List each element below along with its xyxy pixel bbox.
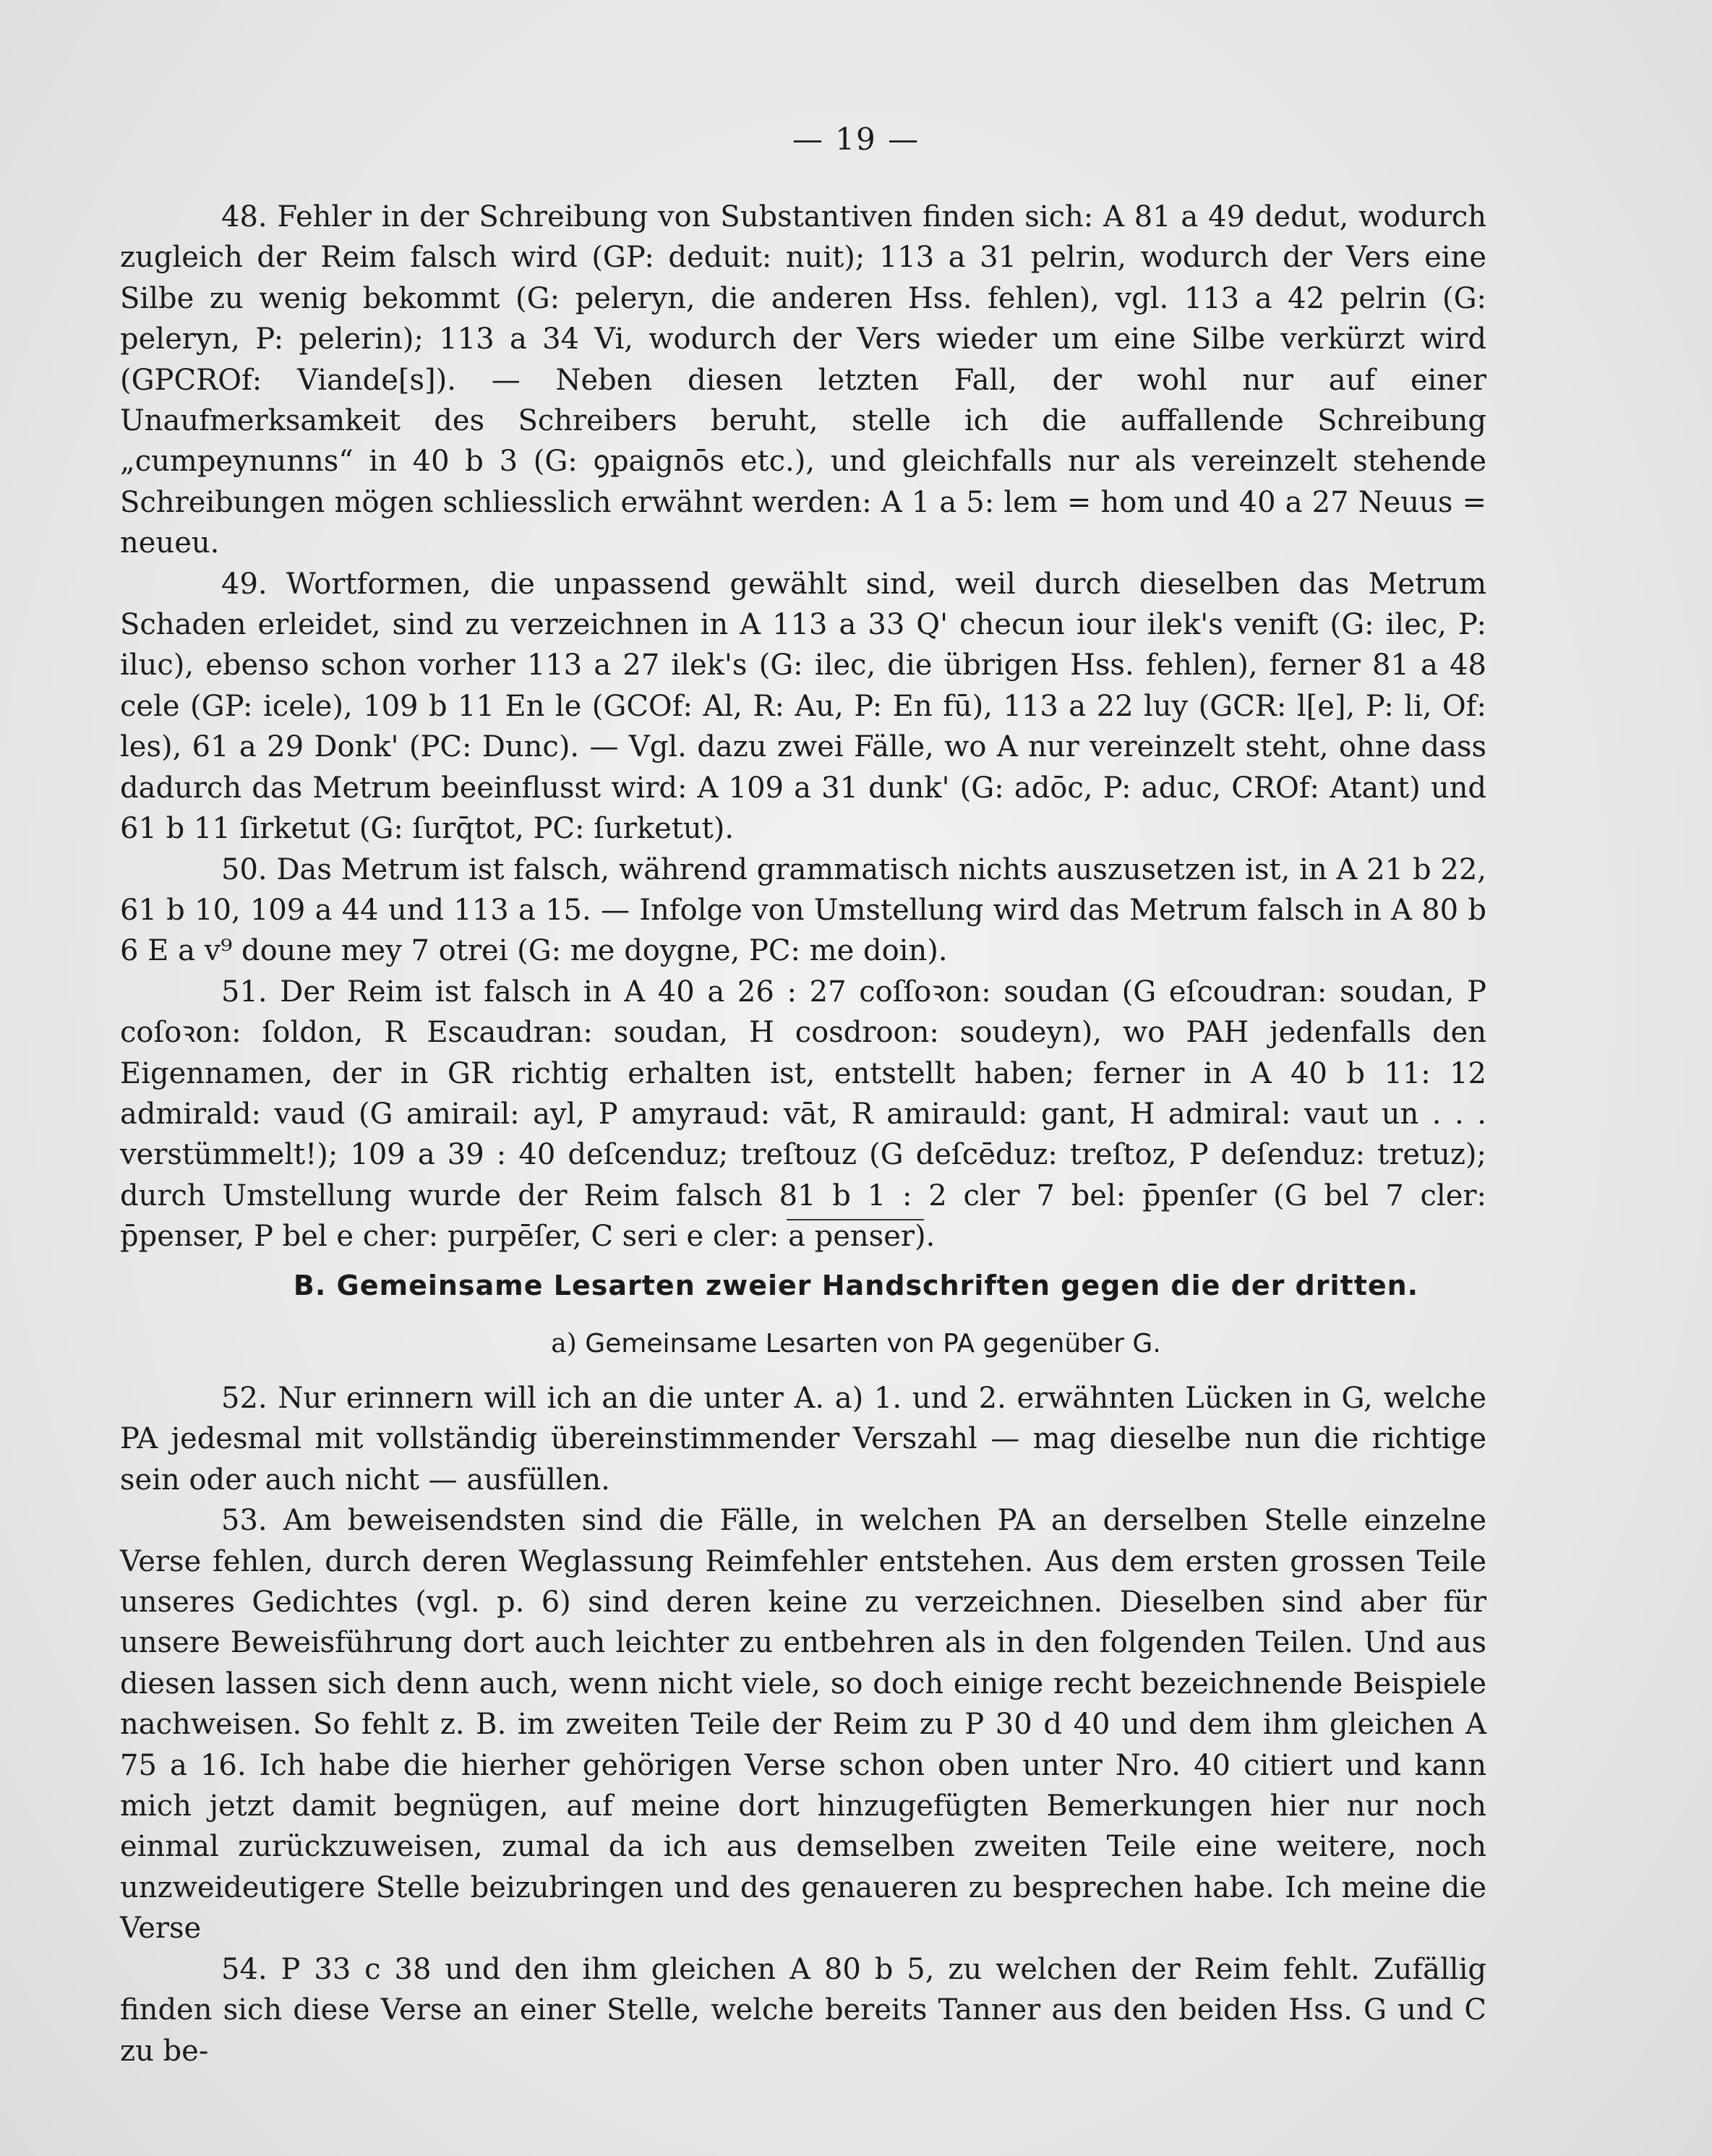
paragraph-51: 51. Der Reim ist falsch in A 40 a 26 : 27 coſſoꝛon: soudan (G eſcoudran: soudan, P coſoꝛon: ſoldon, R Escaudran: soudan, H cosdroon: soudeyn), wo PAH jedenfalls den Eigennamen, der in GR richtig erhalten ist, entstellt haben; ferner in A 40 b 11: 12 admirald: vaud (G amirail: ayl, P amyraud: vāt, R amirauld: gant, H admiral: vaut un . . . verstümmelt!); 109 a 39 : 40 deſcenduz; treſtouz (G deſcēduz: treſtoz, P deſenduz: tretuz); durch Umstellung wurde der Reim falsch 81 b 1 : 2 cler 7 bel: p̄penſer (G bel 7 cler: p̄penser, P bel e cher: purpēſer, C seri e cler: a penser). [120,975,1486,1254]
paragraph-48: 48. Fehler in der Schreibung von Substantiven finden sich: A 81 a 49 dedut, wodurch zugleich der Reim falsch wird (GP: deduit: nuit); 113 a 31 pelrin, wodurch der Vers eine Silbe zu wenig bekommt (G: peleryn, die anderen Hss. fehlen), vgl. 113 a 42 pelrin (G: peleryn, P: pelerin); 113 a 34 Vi, wodurch der Vers wieder um eine Silbe verkürzt wird (GPCROf: Viande[s]). — Neben diesen letzten Fall, der wohl nur auf einer Unaufmerksamkeit des Schreibers beruht, stelle ich die auffallende Schreibung „cumpeynunns“ in 40 b 3 (G: ꝯpaignōs etc.), und gleichfalls nur als vereinzelt stehende Schreibungen mögen schliesslich erwähnt werden: A 1 a 5: lem = hom und 40 a 27 Neuus = neueu. [120,200,1486,560]
paragraph-49: 49. Wortformen, die unpassend gewählt sind, weil durch dieselben das Metrum Schaden erleidet, sind zu verzeichnen in A 113 a 33 Q' checun iour ilek's venift (G: ilec, P: iluc), ebenso schon vorher 113 a 27 ilek's (G: ilec, die übrigen Hss. fehlen), ferner 81 a 48 cele (GP: icele), 109 b 11 En le (GCOf: Al, R: Au, P: En fū), 113 a 22 luy (GCR: l[e], P: li, Of: les), 61 a 29 Donk' (PC: Dunc). — Vgl. dazu zwei Fälle, wo A nur vereinzelt steht, ohne dass dadurch das Metrum beeinflusst wird: A 109 a 31 dunk' (G: adōc, P: aduc, CROf: Atant) und 61 b 11 ſirketut (G: ſurq̄tot, PC: ſurketut). [120,567,1486,846]
paragraph-53: 53. Am beweisendsten sind die Fälle, in welchen PA an derselben Stelle einzelne Verse fehlen, durch deren Weglassung Reimfehler entstehen. Aus dem ersten grossen Teile unseres Gedichtes (vgl. p. 6) sind deren keine zu verzeichnen. Dieselben sind aber für unsere Beweisführung dort auch leichter zu entbehren als in den folgenden Teilen. Und aus diesen lassen sich denn auch, wenn nicht viele, so doch einige recht bezeichnende Beispiele nachweisen. So fehlt z. B. im zweiten Teile der Reim zu P 30 d 40 und dem ihm gleichen A 75 a 16. Ich habe die hierher gehörigen Verse schon oben unter Nro. 40 citiert und kann mich jetzt damit begnügen, auf meine dort hinzugefügten Bemerkungen hier nur noch einmal zurückzuweisen, zumal da ich aus demselben zweiten Teile eine weitere, noch unzweideutigere Stelle beizubringen und des genaueren zu besprechen habe. Ich meine die Verse [120,1504,1486,1946]
paragraph-52: 52. Nur erinnern will ich an die unter A. a) 1. und 2. erwähnten Lücken in G, welche PA jedesmal mit vollständig übereinstimmender Verszahl — mag dieselbe nun die richtige sein oder auch nicht — ausfüllen. [120,1382,1486,1497]
section-heading: B. Gemeinsame Lesarten zweier Handschriften gegen die der dritten. [293,1270,1419,1301]
paragraph-54: 54. P 33 c 38 und den ihm gleichen A 80 b 5, zu welchen der Reim fehlt. Zufällig finden sich diese Verse an einer Stelle, welche bereits Tanner aus den beiden Hss. G und C zu be- [120,1952,1486,2068]
body-text-upper [120,197,1486,1257]
section-divider [787,1219,924,1220]
body-text-lower [120,1378,1486,2071]
subsection-title: Gemeinsame Lesarten von PA gegenüber G. [585,1329,1161,1359]
subsection-letter: a) [551,1329,577,1359]
page-number: — 19 — [792,121,920,157]
paragraph-50: 50. Das Metrum ist falsch, während grammatisch nichts auszusetzen ist, in A 21 b 22, 61 b 10, 109 a 44 und 113 a 15. — Infolge von Umstellung wird das Metrum falsch in A 80 b 6 E a v⁹ doune mey 7 otrei (G: me doygne, PC: me doin). [120,852,1486,968]
subsection-heading [0,1329,1712,1359]
